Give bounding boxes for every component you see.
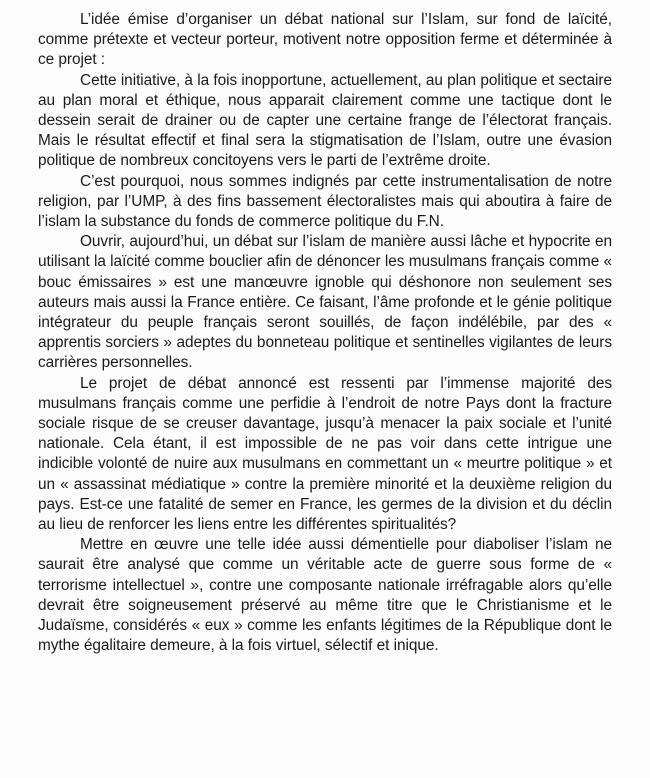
paragraph-debat-national: L’idée émise d’organiser un débat national sur l’Islam, sur fond de laïcité, comme prétexte et vecteur porteur, motivent notre opposition ferme et déterminée à ce projet : xyxy=(38,11,612,69)
paragraph-instrumentalisation: C’est pourquoi, nous sommes indignés par cette instrumentalisation de notre religion, par l’UMP, à des fins bassement électoralistes mais qui aboutira à faire de l’islam la substance du fonds de commerce politique du F.N. xyxy=(38,172,612,231)
paragraph-bouc-emissaires: Ouvrir, aujourd’hui, un débat sur l’islam de manière aussi lâche et hypocrite en utilisant la laïcité comme bouclier afin de dénoncer les musulmans français comme « bouc émissaires » est une manœuvre ignoble qui déshonore non seulement ses auteurs mais aussi la France entière. Ce faisant, l’âme profonde et le génie politique intégrateur du peuple français seront souillés, de façon indélébile, par des « apprentis sorciers » adeptes du bonneteau politique et sentinelles vigilantes de leurs carrières personnelles. xyxy=(38,233,612,372)
paragraph-projet-de-debat: Le projet de débat annoncé est ressenti par l’immense majorité des musulmans français comme une perfidie à l’endroit de notre Pays dont la fracture sociale risque de se creuser davantage, jusqu’à menacer la paix sociale et l’unité nationale. Cela étant, il est impossible de ne pas voir dans cette intrigue une indicible volonté de nuire aux musulmans en commettant un « meurtre politique » et un « assassinat médiatique » contre la première minorité et la deuxième religion du pays. Est-ce une fatalité de semer en France, les germes de la division et du déclin au lieu de renforcer les liens entre les différentes spiritualités? xyxy=(38,374,612,534)
paragraph-terrorisme-intellectuel: Mettre en œuvre une telle idée aussi démentielle pour diaboliser l’islam ne saurait être analysé que comme un véritable acte de guerre sous forme de « terrorisme intellectuel », contre une composante nationale irréfragable alors qu’elle devrait être soigneusement préservé au même titre que le Christianisme et le Judaïsme, considérés « eux » comme les enfants légitimes de la République dont le mythe égalitaire demeure, à la fois virtuel, sélectif et inique. xyxy=(38,536,612,655)
paragraph-initiative: Cette initiative, à la fois inopportune, actuellement, au plan politique et sectaire au plan moral et éthique, nous apparait clairement comme une tactique dont le dessein serait de drainer ou de capter une certaine frange de l’électorat français. Mais le résultat effectif et final sera la stigmatisation de l’Islam, outre une évasion politique de nombreux concitoyens vers le parti de l’extrême droite. xyxy=(38,71,612,170)
document-body xyxy=(38,10,612,657)
